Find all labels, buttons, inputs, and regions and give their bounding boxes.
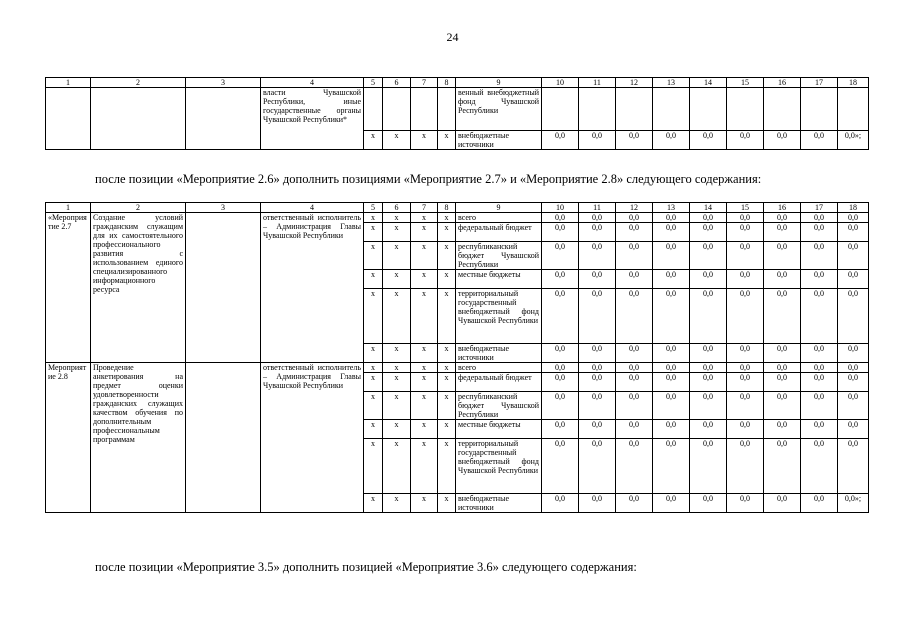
value-cell: 0,0 — [653, 270, 690, 289]
value-cell: 0,0 — [764, 392, 801, 420]
value-cell: 0,0 — [616, 213, 653, 223]
column-number: 17 — [801, 203, 838, 213]
value-cell: 0,0 — [801, 439, 838, 494]
indicator-cell: х — [383, 270, 411, 289]
value-cell: 0,0 — [542, 439, 579, 494]
value-cell: 0,0 — [727, 213, 764, 223]
value-cell: 0,0 — [616, 289, 653, 344]
column-number: 1 — [46, 203, 91, 213]
value-cell: 0,0 — [801, 363, 838, 373]
measure-name: Проведение анкетирования на предмет оценки удовлетворенности гражданских служащих качеством обучения по дополнительным профессиональным программам — [91, 363, 186, 513]
value-cell: 0,0 — [838, 270, 869, 289]
indicator-cell: х — [438, 363, 456, 373]
value-cell: 0,0 — [727, 131, 764, 150]
executor-cell: власти Чувашской Республики, иные государственные органы Чувашской Республики* — [261, 88, 364, 150]
value-cell: 0,0 — [579, 373, 616, 392]
measure-code-cell — [46, 88, 91, 150]
financing-table-new-measures — [45, 202, 869, 513]
indicator-cell: х — [364, 420, 383, 439]
funding-source: республиканский бюджет Чувашской Республики — [456, 392, 542, 420]
responsible-executor: ответственный исполнитель – Администрация Главы Чувашской Республики — [261, 363, 364, 513]
column-number: 14 — [690, 78, 727, 88]
indicator-cell: х — [364, 213, 383, 223]
value-cell: 0,0 — [838, 344, 869, 363]
indicator-cell: х — [364, 223, 383, 242]
value-cell: 0,0 — [727, 344, 764, 363]
indicator-cell: х — [383, 344, 411, 363]
value-cell: 0,0 — [653, 420, 690, 439]
value-cell: 0,0 — [579, 242, 616, 270]
value-cell: 0,0 — [838, 223, 869, 242]
empty-cell — [186, 363, 261, 513]
column-number: 5 — [364, 203, 383, 213]
indicator-cell: х — [383, 420, 411, 439]
value-cell: 0,0 — [801, 270, 838, 289]
value-cell: 0,0 — [542, 131, 579, 150]
value-cell: 0,0 — [690, 289, 727, 344]
funding-source: всего — [456, 363, 542, 373]
indicator-cell: х — [364, 363, 383, 373]
indicator-cell: х — [411, 494, 438, 513]
funding-source: внебюджетные источники — [456, 344, 542, 363]
indicator-cell: х — [411, 223, 438, 242]
column-number: 2 — [91, 203, 186, 213]
indicator-cell: х — [383, 392, 411, 420]
value-cell: 0,0 — [801, 242, 838, 270]
indicator-cell — [438, 88, 456, 131]
table-row — [46, 363, 869, 373]
value-cell: 0,0 — [653, 131, 690, 150]
value-cell: 0,0 — [616, 223, 653, 242]
value-cell: 0,0 — [727, 420, 764, 439]
column-number: 15 — [727, 78, 764, 88]
value-cell: 0,0 — [838, 373, 869, 392]
funding-source: территориальный государственный внебюджетный фонд Чувашской Республики — [456, 289, 542, 344]
column-number: 18 — [838, 203, 869, 213]
value-cell: 0,0 — [801, 420, 838, 439]
funding-source: всего — [456, 213, 542, 223]
value-cell: 0,0 — [542, 392, 579, 420]
value-cell — [616, 88, 653, 131]
empty-cell — [186, 88, 261, 150]
indicator-cell: х — [383, 373, 411, 392]
funding-source: территориальный государственный внебюджетный фонд Чувашской Республики — [456, 439, 542, 494]
value-cell: 0,0 — [542, 373, 579, 392]
indicator-cell: х — [438, 131, 456, 150]
indicator-cell: х — [411, 392, 438, 420]
instruction-add-measures-2-7-2-8: после позиции «Мероприятие 2.6» дополнить позициями «Мероприятие 2.7» и «Мероприятие 2.8» следующего содержания: — [95, 172, 762, 186]
value-cell: 0,0 — [542, 270, 579, 289]
value-cell: 0,0 — [801, 392, 838, 420]
column-number: 17 — [801, 78, 838, 88]
value-cell: 0,0 — [616, 420, 653, 439]
value-cell: 0,0 — [690, 373, 727, 392]
value-cell: 0,0 — [764, 213, 801, 223]
value-cell — [579, 88, 616, 131]
indicator-cell: х — [364, 131, 383, 150]
value-cell: 0,0 — [727, 494, 764, 513]
value-cell: 0,0 — [838, 439, 869, 494]
indicator-cell: х — [383, 289, 411, 344]
value-cell: 0,0 — [764, 439, 801, 494]
indicator-cell: х — [383, 439, 411, 494]
indicator-cell: х — [438, 270, 456, 289]
indicator-cell: х — [411, 420, 438, 439]
column-number: 4 — [261, 78, 364, 88]
value-cell: 0,0 — [764, 289, 801, 344]
value-cell: 0,0 — [764, 494, 801, 513]
column-number: 7 — [411, 203, 438, 213]
column-number: 18 — [838, 78, 869, 88]
value-cell: 0,0 — [690, 494, 727, 513]
financing-table-continuation — [45, 77, 869, 150]
value-cell: 0,0 — [838, 242, 869, 270]
indicator-cell: х — [383, 363, 411, 373]
value-cell: 0,0 — [542, 420, 579, 439]
indicator-cell: х — [364, 344, 383, 363]
value-cell: 0,0 — [616, 494, 653, 513]
value-cell: 0,0 — [616, 363, 653, 373]
value-cell: 0,0 — [542, 242, 579, 270]
value-cell: 0,0 — [616, 242, 653, 270]
funding-source: местные бюджеты — [456, 270, 542, 289]
value-cell: 0,0 — [653, 289, 690, 344]
value-cell: 0,0 — [579, 223, 616, 242]
indicator-cell — [364, 88, 383, 131]
value-cell — [690, 88, 727, 131]
value-cell: 0,0 — [801, 213, 838, 223]
indicator-cell: х — [411, 363, 438, 373]
indicator-cell: х — [364, 270, 383, 289]
value-cell: 0,0 — [838, 363, 869, 373]
indicator-cell: х — [411, 270, 438, 289]
value-cell: 0,0 — [690, 242, 727, 270]
value-cell: 0,0 — [838, 289, 869, 344]
indicator-cell: х — [364, 373, 383, 392]
indicator-cell: х — [411, 131, 438, 150]
measure-code: Мероприятие 2.8 — [46, 363, 91, 513]
value-cell: 0,0 — [542, 223, 579, 242]
value-cell: 0,0 — [616, 392, 653, 420]
value-cell: 0,0 — [542, 363, 579, 373]
indicator-cell: х — [411, 213, 438, 223]
value-cell: 0,0 — [727, 392, 764, 420]
measure-name-cell — [91, 88, 186, 150]
value-cell — [542, 88, 579, 131]
column-number: 1 — [46, 78, 91, 88]
value-cell: 0,0 — [727, 242, 764, 270]
instruction-add-measure-3-6: после позиции «Мероприятие 3.5» дополнить позицией «Мероприятие 3.6» следующего содержания: — [95, 560, 637, 574]
value-cell — [653, 88, 690, 131]
value-cell: 0,0 — [690, 213, 727, 223]
value-cell: 0,0 — [690, 392, 727, 420]
column-number: 14 — [690, 203, 727, 213]
value-cell — [801, 88, 838, 131]
indicator-cell: х — [411, 373, 438, 392]
column-number: 12 — [616, 78, 653, 88]
value-cell: 0,0 — [838, 213, 869, 223]
value-cell: 0,0 — [764, 420, 801, 439]
value-cell: 0,0 — [616, 373, 653, 392]
value-cell: 0,0 — [690, 439, 727, 494]
value-cell: 0,0 — [764, 373, 801, 392]
value-cell: 0,0 — [801, 344, 838, 363]
column-number: 13 — [653, 78, 690, 88]
indicator-cell: х — [438, 494, 456, 513]
value-cell: 0,0 — [690, 420, 727, 439]
funding-source: внебюджетные источники — [456, 494, 542, 513]
funding-source: республиканский бюджет Чувашской Республики — [456, 242, 542, 270]
value-cell: 0,0 — [838, 420, 869, 439]
value-cell: 0,0 — [579, 344, 616, 363]
indicator-cell: х — [411, 289, 438, 344]
value-cell: 0,0 — [579, 420, 616, 439]
indicator-cell: х — [383, 223, 411, 242]
value-cell: 0,0 — [616, 344, 653, 363]
value-cell: 0,0 — [579, 270, 616, 289]
column-number-row — [46, 78, 869, 88]
value-cell: 0,0 — [727, 270, 764, 289]
column-number: 13 — [653, 203, 690, 213]
value-cell: 0,0 — [616, 131, 653, 150]
column-number: 15 — [727, 203, 764, 213]
column-number: 9 — [456, 203, 542, 213]
indicator-cell: х — [438, 223, 456, 242]
value-cell: 0,0 — [727, 439, 764, 494]
value-cell: 0,0 — [579, 494, 616, 513]
value-cell: 0,0 — [542, 289, 579, 344]
value-cell: 0,0 — [653, 439, 690, 494]
value-cell: 0,0 — [801, 494, 838, 513]
value-cell: 0,0 — [653, 392, 690, 420]
table-row — [46, 88, 869, 131]
indicator-cell: х — [411, 344, 438, 363]
value-cell: 0,0 — [653, 373, 690, 392]
value-cell — [764, 88, 801, 131]
value-cell: 0,0 — [690, 363, 727, 373]
value-cell: 0,0»; — [838, 494, 869, 513]
funding-source: федеральный бюджет — [456, 373, 542, 392]
value-cell: 0,0 — [579, 289, 616, 344]
value-cell: 0,0 — [801, 223, 838, 242]
indicator-cell: х — [364, 392, 383, 420]
indicator-cell: х — [438, 213, 456, 223]
value-cell: 0,0 — [579, 439, 616, 494]
value-cell: 0,0 — [727, 363, 764, 373]
measure-name: Создание условий гражданским служащим для их самостоятельного профессионального развития с использованием единого специализированного информационного ресурса — [91, 213, 186, 363]
value-cell: 0,0 — [764, 363, 801, 373]
value-cell: 0,0 — [616, 439, 653, 494]
indicator-cell: х — [438, 289, 456, 344]
indicator-cell: х — [364, 494, 383, 513]
indicator-cell: х — [438, 373, 456, 392]
indicator-cell: х — [411, 439, 438, 494]
column-number: 7 — [411, 78, 438, 88]
value-cell: 0,0 — [653, 363, 690, 373]
value-cell: 0,0 — [579, 213, 616, 223]
value-cell — [727, 88, 764, 131]
value-cell: 0,0 — [801, 289, 838, 344]
indicator-cell: х — [383, 131, 411, 150]
value-cell — [838, 88, 869, 131]
value-cell: 0,0 — [801, 131, 838, 150]
indicator-cell — [411, 88, 438, 131]
indicator-cell: х — [383, 242, 411, 270]
column-number: 9 — [456, 78, 542, 88]
table-row — [46, 213, 869, 223]
indicator-cell: х — [438, 344, 456, 363]
value-cell: 0,0 — [616, 270, 653, 289]
value-cell: 0,0 — [801, 373, 838, 392]
value-cell: 0,0 — [764, 242, 801, 270]
indicator-cell: х — [364, 242, 383, 270]
column-number: 16 — [764, 203, 801, 213]
column-number: 6 — [383, 203, 411, 213]
value-cell: 0,0 — [579, 131, 616, 150]
value-cell: 0,0 — [727, 373, 764, 392]
indicator-cell: х — [383, 213, 411, 223]
column-number: 12 — [616, 203, 653, 213]
column-number: 11 — [579, 78, 616, 88]
value-cell: 0,0 — [764, 344, 801, 363]
value-cell: 0,0 — [727, 223, 764, 242]
column-number: 3 — [186, 78, 261, 88]
page-number: 24 — [446, 30, 459, 44]
value-cell: 0,0 — [764, 270, 801, 289]
funding-source: местные бюджеты — [456, 420, 542, 439]
funding-source: внебюджетные источники — [456, 131, 542, 150]
value-cell: 0,0 — [764, 131, 801, 150]
column-number: 5 — [364, 78, 383, 88]
value-cell: 0,0 — [579, 392, 616, 420]
indicator-cell: х — [383, 494, 411, 513]
empty-cell — [186, 213, 261, 363]
value-cell: 0,0 — [542, 494, 579, 513]
value-cell: 0,0 — [690, 223, 727, 242]
value-cell: 0,0 — [653, 223, 690, 242]
column-number: 3 — [186, 203, 261, 213]
column-number: 4 — [261, 203, 364, 213]
column-number: 11 — [579, 203, 616, 213]
indicator-cell: х — [364, 289, 383, 344]
value-cell: 0,0 — [690, 344, 727, 363]
column-number: 8 — [438, 203, 456, 213]
funding-source: венный внебюджетный фонд Чувашской Республики — [456, 88, 542, 131]
column-number: 6 — [383, 78, 411, 88]
column-number: 2 — [91, 78, 186, 88]
value-cell: 0,0 — [542, 213, 579, 223]
value-cell: 0,0 — [653, 213, 690, 223]
indicator-cell: х — [438, 242, 456, 270]
value-cell: 0,0 — [838, 392, 869, 420]
indicator-cell: х — [438, 439, 456, 494]
value-cell: 0,0 — [690, 131, 727, 150]
value-cell: 0,0 — [579, 363, 616, 373]
column-number: 10 — [542, 203, 579, 213]
value-cell: 0,0 — [764, 223, 801, 242]
column-number: 8 — [438, 78, 456, 88]
indicator-cell: х — [364, 439, 383, 494]
value-cell: 0,0 — [653, 242, 690, 270]
column-number-row — [46, 203, 869, 213]
funding-source: федеральный бюджет — [456, 223, 542, 242]
value-cell: 0,0 — [690, 270, 727, 289]
indicator-cell: х — [411, 242, 438, 270]
value-cell: 0,0»; — [838, 131, 869, 150]
indicator-cell: х — [438, 392, 456, 420]
value-cell: 0,0 — [653, 344, 690, 363]
value-cell: 0,0 — [542, 344, 579, 363]
responsible-executor: ответственный исполнитель – Администрация Главы Чувашской Республики — [261, 213, 364, 363]
value-cell: 0,0 — [727, 289, 764, 344]
value-cell: 0,0 — [653, 494, 690, 513]
indicator-cell: х — [438, 420, 456, 439]
indicator-cell — [383, 88, 411, 131]
column-number: 10 — [542, 78, 579, 88]
measure-code: «Мероприятие 2.7 — [46, 213, 91, 363]
column-number: 16 — [764, 78, 801, 88]
